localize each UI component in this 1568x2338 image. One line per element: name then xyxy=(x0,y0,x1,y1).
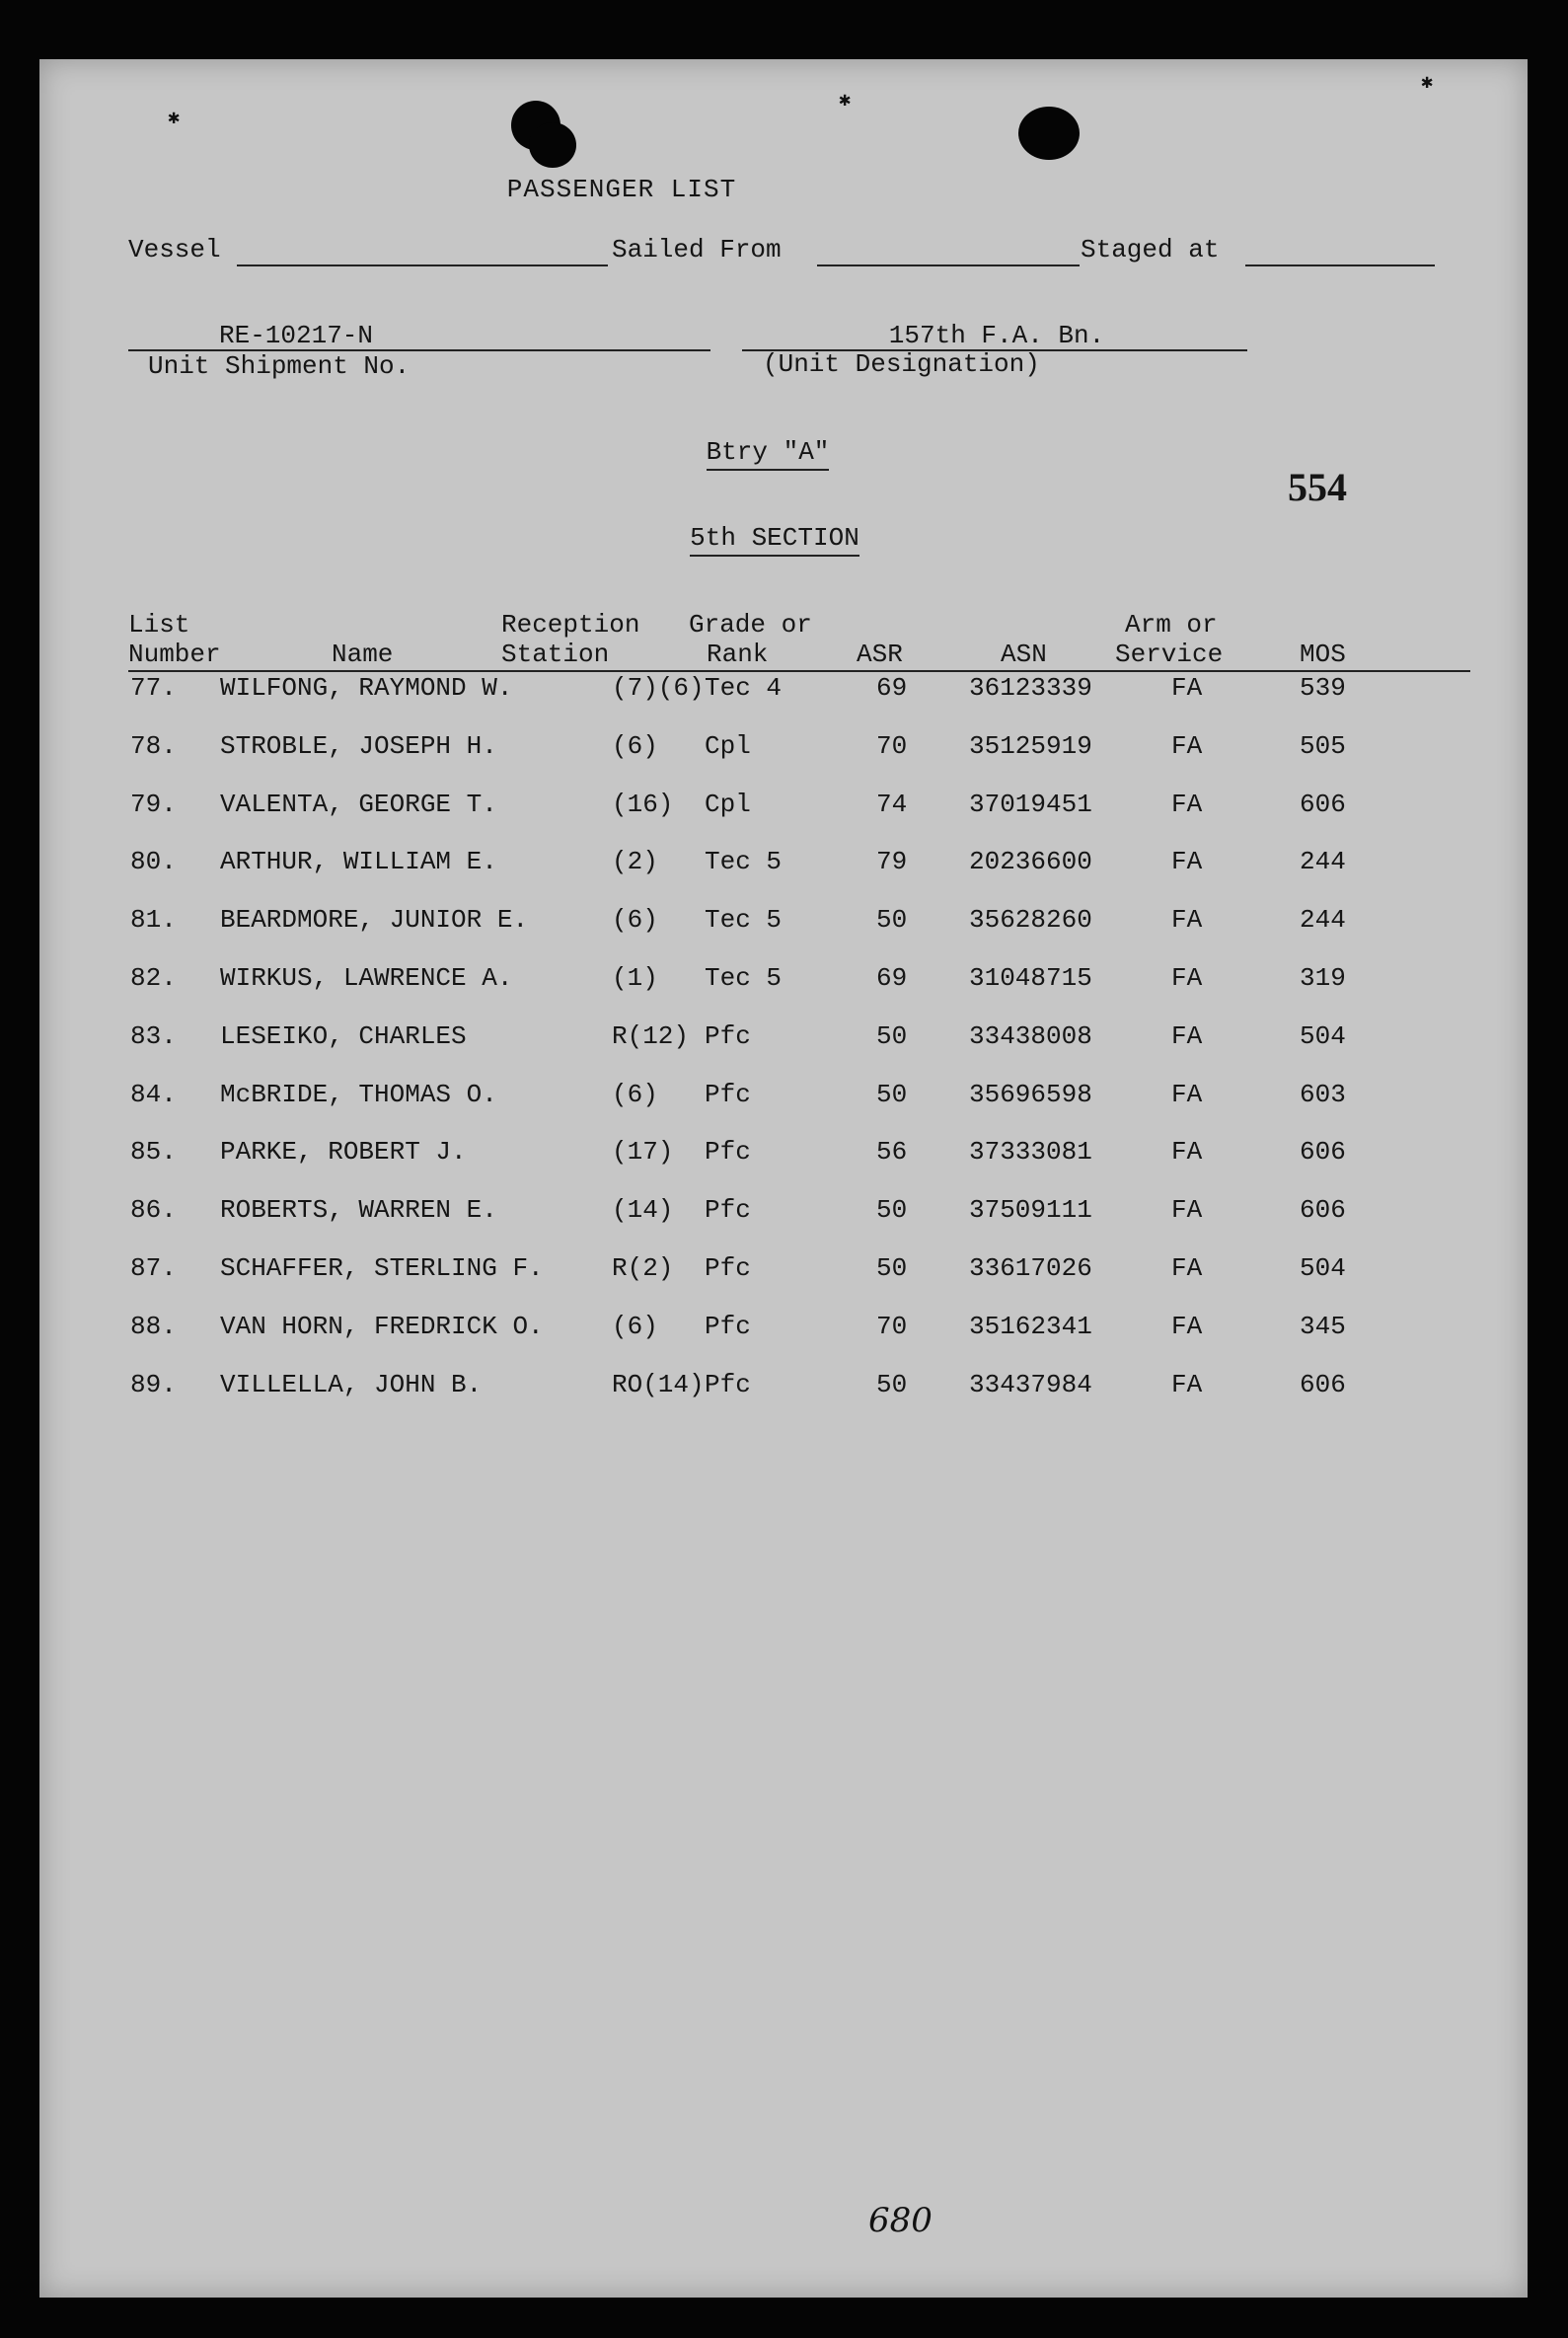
row-mos: 504 xyxy=(1300,1020,1346,1051)
speck-mark: ✱ xyxy=(1421,72,1434,95)
header-name xyxy=(332,640,393,669)
row-name: ARTHUR, WILLIAM E. xyxy=(220,847,497,877)
row-arm-service: FA xyxy=(1171,730,1203,761)
header-arm-service xyxy=(1115,610,1223,669)
row-asr: 70 xyxy=(876,730,908,761)
section-text: 5th SECTION xyxy=(690,523,859,557)
header-asn-text: ASN xyxy=(1001,640,1047,669)
row-asn: 33438008 xyxy=(969,1020,1092,1051)
header-reception-line2: Station xyxy=(501,640,610,669)
row-arm-service: FA xyxy=(1171,1311,1203,1341)
row-reception-station: (1) xyxy=(612,963,658,993)
row-grade: Cpl xyxy=(705,730,751,761)
header-grade-line2: Rank xyxy=(707,640,769,669)
unit-shipment-number: RE-10217-N xyxy=(218,321,374,350)
row-mos: 606 xyxy=(1300,1369,1346,1399)
row-name: WIRKUS, LAWRENCE A. xyxy=(220,963,513,993)
row-arm-service: FA xyxy=(1171,847,1203,877)
row-asn: 33437984 xyxy=(969,1369,1092,1399)
table-row xyxy=(39,673,1528,713)
row-number: 82. xyxy=(130,963,177,993)
row-reception-station: (6) xyxy=(612,1079,658,1109)
punch-hole-right xyxy=(1018,107,1080,160)
row-asr: 50 xyxy=(876,1253,908,1283)
battery-heading xyxy=(669,437,866,467)
row-arm-service: FA xyxy=(1171,789,1203,819)
row-asn: 35696598 xyxy=(969,1079,1092,1109)
row-asn: 35125919 xyxy=(969,730,1092,761)
table-row xyxy=(39,1370,1528,1409)
row-reception-station: (7)(6) xyxy=(612,673,705,703)
row-mos: 319 xyxy=(1300,963,1346,993)
unit-designation-label: (Unit Designation) xyxy=(763,349,1040,379)
row-number: 89. xyxy=(130,1369,177,1399)
staged-at-label: Staged at xyxy=(1081,235,1220,264)
row-arm-service: FA xyxy=(1171,1079,1203,1109)
row-number: 86. xyxy=(130,1195,177,1226)
row-name: SCHAFFER, STERLING F. xyxy=(220,1253,544,1283)
battery-text: Btry "A" xyxy=(707,437,830,471)
row-arm-service: FA xyxy=(1171,1137,1203,1168)
row-asn: 37019451 xyxy=(969,789,1092,819)
vessel-label: Vessel xyxy=(128,235,221,264)
row-name: LESEIKO, CHARLES xyxy=(220,1020,467,1051)
header-reception-station xyxy=(501,610,639,669)
row-mos: 244 xyxy=(1300,847,1346,877)
row-number: 84. xyxy=(130,1079,177,1109)
row-mos: 603 xyxy=(1300,1079,1346,1109)
table-row xyxy=(39,731,1528,771)
row-number: 87. xyxy=(130,1253,177,1283)
header-asn xyxy=(1001,640,1047,669)
row-reception-station: R(2) xyxy=(612,1253,674,1283)
unit-shipment-label: Unit Shipment No. xyxy=(148,351,411,381)
row-mos: 505 xyxy=(1300,730,1346,761)
row-arm-service: FA xyxy=(1171,905,1203,936)
table-row xyxy=(39,1195,1528,1235)
row-asr: 50 xyxy=(876,1020,908,1051)
row-reception-station: RO(14) xyxy=(612,1369,705,1399)
unit-designation: 157th F.A. Bn. xyxy=(888,321,1105,350)
row-asr: 79 xyxy=(876,847,908,877)
row-arm-service: FA xyxy=(1171,673,1203,703)
row-asr: 69 xyxy=(876,963,908,993)
row-arm-service: FA xyxy=(1171,1195,1203,1226)
row-number: 83. xyxy=(130,1020,177,1051)
row-asn: 37509111 xyxy=(969,1195,1092,1226)
row-name: VAN HORN, FREDRICK O. xyxy=(220,1311,544,1341)
row-name: STROBLE, JOSEPH H. xyxy=(220,730,497,761)
table-row xyxy=(39,1253,1528,1293)
row-name: VALENTA, GEORGE T. xyxy=(220,789,497,819)
row-asr: 69 xyxy=(876,673,908,703)
row-mos: 244 xyxy=(1300,905,1346,936)
header-list-number-line2: Number xyxy=(128,640,221,669)
table-row xyxy=(39,905,1528,944)
row-grade: Tec 4 xyxy=(705,673,783,703)
row-number: 81. xyxy=(130,905,177,936)
row-name: WILFONG, RAYMOND W. xyxy=(220,673,513,703)
row-grade: Pfc xyxy=(705,1020,751,1051)
row-asr: 70 xyxy=(876,1311,908,1341)
row-number: 79. xyxy=(130,789,177,819)
table-row xyxy=(39,1080,1528,1119)
row-grade: Pfc xyxy=(705,1369,751,1399)
row-arm-service: FA xyxy=(1171,963,1203,993)
row-mos: 606 xyxy=(1300,789,1346,819)
row-number: 85. xyxy=(130,1137,177,1168)
row-grade: Pfc xyxy=(705,1253,751,1283)
header-asr-text: ASR xyxy=(857,640,903,669)
row-reception-station: (6) xyxy=(612,905,658,936)
row-name: ROBERTS, WARREN E. xyxy=(220,1195,497,1226)
row-grade: Pfc xyxy=(705,1137,751,1168)
row-mos: 504 xyxy=(1300,1253,1346,1283)
row-name: McBRIDE, THOMAS O. xyxy=(220,1079,497,1109)
row-number: 88. xyxy=(130,1311,177,1341)
header-mos-text: MOS xyxy=(1300,640,1346,669)
row-asn: 36123339 xyxy=(969,673,1092,703)
row-asr: 74 xyxy=(876,789,908,819)
table-row xyxy=(39,790,1528,829)
row-reception-station: (6) xyxy=(612,730,658,761)
row-asn: 33617026 xyxy=(969,1253,1092,1283)
sailed-from-label: Sailed From xyxy=(612,235,782,264)
row-mos: 539 xyxy=(1300,673,1346,703)
header-name-text: Name xyxy=(332,640,394,669)
row-asr: 50 xyxy=(876,1079,908,1109)
row-grade: Pfc xyxy=(705,1079,751,1109)
punch-hole-left-lower xyxy=(529,122,576,168)
row-asr: 50 xyxy=(876,1369,908,1399)
row-reception-station: (14) xyxy=(612,1195,674,1226)
row-arm-service: FA xyxy=(1171,1020,1203,1051)
row-asn: 31048715 xyxy=(969,963,1092,993)
document-sheet xyxy=(39,59,1528,2298)
row-mos: 606 xyxy=(1300,1137,1346,1168)
row-asr: 56 xyxy=(876,1137,908,1168)
row-grade: Cpl xyxy=(705,789,751,819)
row-grade: Pfc xyxy=(705,1195,751,1226)
table-row xyxy=(39,963,1528,1003)
sailed-from-line xyxy=(817,264,1080,266)
row-asr: 50 xyxy=(876,905,908,936)
table-row xyxy=(39,1137,1528,1176)
row-reception-station: (16) xyxy=(612,789,674,819)
row-reception-station: (17) xyxy=(612,1137,674,1168)
row-number: 78. xyxy=(130,730,177,761)
header-mos xyxy=(1300,640,1346,669)
row-reception-station: (2) xyxy=(612,847,658,877)
row-reception-station: (6) xyxy=(612,1311,658,1341)
handwritten-page-number: 680 xyxy=(868,2201,933,2240)
header-arm-line1: Arm or xyxy=(1125,610,1218,640)
row-arm-service: FA xyxy=(1171,1253,1203,1283)
section-heading xyxy=(651,523,898,553)
row-name: VILLELLA, JOHN B. xyxy=(220,1369,483,1399)
row-asn: 37333081 xyxy=(969,1137,1092,1168)
row-asn: 35628260 xyxy=(969,905,1092,936)
row-name: PARKE, ROBERT J. xyxy=(220,1137,467,1168)
row-number: 80. xyxy=(130,847,177,877)
row-arm-service: FA xyxy=(1171,1369,1203,1399)
document-title: PASSENGER LIST xyxy=(506,175,737,204)
document-number: 554 xyxy=(1288,465,1347,509)
table-row xyxy=(39,847,1528,886)
row-asn: 20236600 xyxy=(969,847,1092,877)
header-list-number-line1: List xyxy=(128,610,190,640)
staged-at-line xyxy=(1245,264,1435,266)
row-grade: Tec 5 xyxy=(705,905,783,936)
row-mos: 345 xyxy=(1300,1311,1346,1341)
table-row xyxy=(39,1312,1528,1351)
row-grade: Tec 5 xyxy=(705,963,783,993)
row-asn: 35162341 xyxy=(969,1311,1092,1341)
row-mos: 606 xyxy=(1300,1195,1346,1226)
header-asr xyxy=(857,640,903,669)
row-grade: Pfc xyxy=(705,1311,751,1341)
row-grade: Tec 5 xyxy=(705,847,783,877)
header-grade-rank xyxy=(689,610,812,669)
row-name: BEARDMORE, JUNIOR E. xyxy=(220,905,529,936)
header-rule xyxy=(128,670,1470,672)
row-asr: 50 xyxy=(876,1195,908,1226)
row-number: 77. xyxy=(130,673,177,703)
table-row xyxy=(39,1021,1528,1061)
speck-mark: ✱ xyxy=(168,108,181,130)
header-list-number xyxy=(128,610,221,669)
header-reception-line1: Reception xyxy=(501,610,640,640)
vessel-line xyxy=(237,264,608,266)
header-arm-line2: Service xyxy=(1115,640,1224,669)
header-grade-line1: Grade or xyxy=(689,610,812,640)
speck-mark: ✱ xyxy=(839,90,852,113)
row-reception-station: R(12) xyxy=(612,1020,690,1051)
